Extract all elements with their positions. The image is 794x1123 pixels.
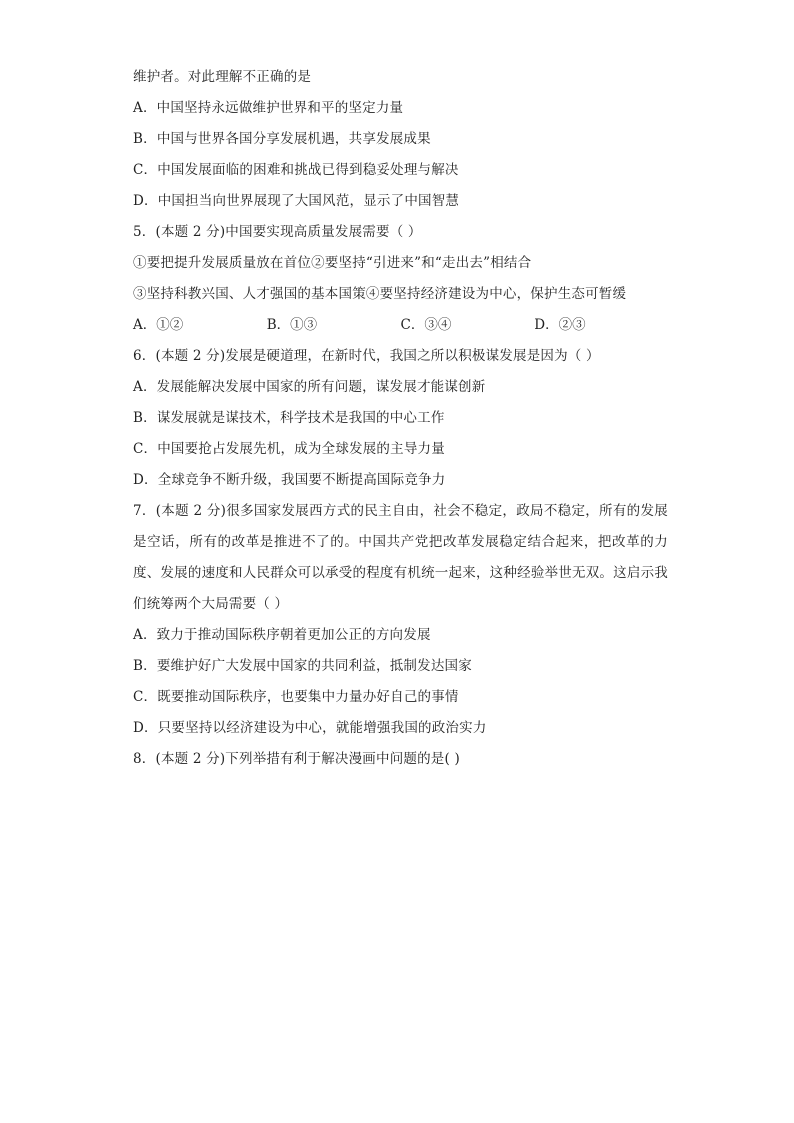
q5-statement-1: ①要把提升发展质量放在首位②要坚持“引进来”和“走出去”相结合: [133, 255, 532, 271]
q4-option-a: A．中国坚持永远做维护世界和平的坚定力量: [133, 100, 404, 116]
q6-option-b: B．谋发展就是谋技术，科学技术是我国的中心工作: [133, 410, 445, 426]
q7-option-d: D．只要坚持以经济建设为中心，就能增强我国的政治实力: [133, 720, 487, 736]
q6-option-a: A．发展能解决发展中国家的所有问题，谋发展才能谋创新: [133, 379, 486, 395]
q4-option-b: B．中国与世界各国分享发展机遇，共享发展成果: [133, 131, 431, 147]
q5-option-b: B．①③: [266, 317, 318, 333]
q5-option-a: A．①②: [133, 317, 184, 333]
q5-stem: 5．(本题 2 分)中国要实现高质量发展需要（ ）: [133, 224, 422, 240]
q4-stem-tail: 维护者。对此理解不正确的是: [133, 69, 312, 85]
q7-stem: 7．(本题 2 分)很多国家发展西方式的民主自由，社会不稳定，政局不稳定，所有的发展是空话，所有的改革是推进不了的。中国共产党把改革发展稳定结合起来，把改革的力度、发展的速度和人民群众可以承受的程度有机统一起来，这种经验举世无双。这启示我们统筹两个大局需要（ ）: [133, 503, 668, 612]
q6-stem: 6．(本题 2 分)发展是硬道理，在新时代，我国之所以积极谋发展是因为（ ）: [133, 348, 600, 364]
q5-options-row: [133, 310, 668, 341]
q4-option-c: C．中国发展面临的困难和挑战已得到稳妥处理与解决: [133, 162, 459, 178]
q6-option-d: D．全球竞争不断升级，我国要不断提高国际竞争力: [133, 472, 446, 488]
q5-option-c: C．③④: [400, 317, 452, 333]
q8-stem: 8．(本题 2 分)下列举措有利于解决漫画中问题的是( ): [133, 751, 460, 767]
q7-option-b: B．要维护好广大发展中国家的共同利益，抵制发达国家: [133, 658, 472, 674]
q4-option-d: D．中国担当向世界展现了大国风范，显示了中国智慧: [133, 193, 460, 209]
q7-option-a: A．致力于推动国际秩序朝着更加公正的方向发展: [133, 627, 431, 643]
page-content: [133, 62, 668, 775]
q5-statement-2: ③坚持科教兴国、人才强国的基本国策④要坚持经济建设为中心，保护生态可暂缓: [133, 286, 627, 302]
q5-option-d: D．②③: [534, 317, 586, 333]
q7-option-c: C．既要推动国际秩序，也要集中力量办好自己的事情: [133, 689, 459, 705]
q6-option-c: C．中国要抢占发展先机，成为全球发展的主导力量: [133, 441, 445, 457]
